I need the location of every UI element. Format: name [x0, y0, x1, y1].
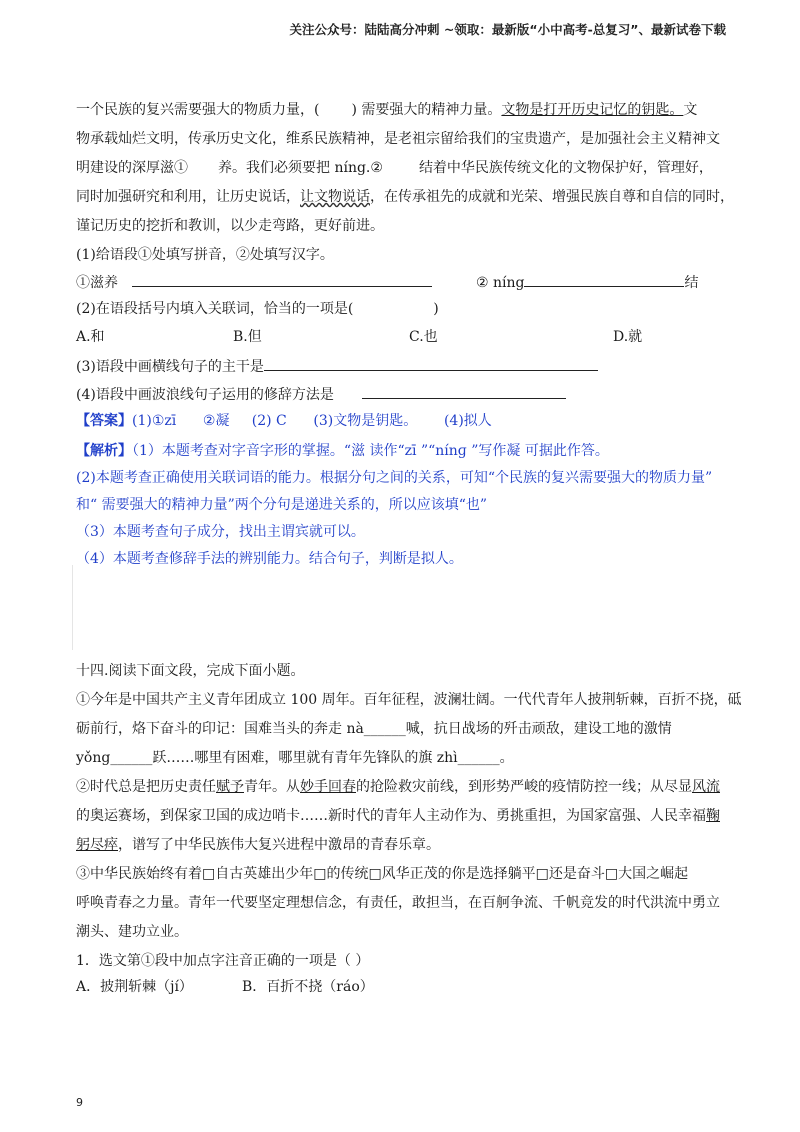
passage-line: 潮头、建功立业。 — [76, 924, 188, 940]
option-b[interactable]: B.但 — [233, 329, 262, 345]
underlined-word: 躬尽瘁 — [76, 837, 118, 853]
analysis-text: （1）本题考查对字音字形的掌握。“滋 读作“zī ”“nínɡ ”写作凝 可据此作答。 — [132, 443, 609, 459]
passage-line — [76, 773, 746, 802]
question-section-13 — [76, 96, 746, 573]
passage-line — [76, 831, 746, 860]
passage-text: 的奥运赛场，到保家卫国的成边哨卡……新时代的青年人主动作为、勇挑重担，为国家富强、人民幸福 — [76, 808, 706, 824]
wavy-underlined-sentence: 让文物说话 — [300, 189, 370, 205]
analysis-line: (2)本题考查正确使用关联词语的能力。根据分句之间的关系，可知“个民族的复兴需要强大的物质力量” — [76, 470, 713, 486]
question-text: (3)语段中画横线句子的主干是 — [76, 359, 264, 375]
answer-text: (1)①zī ②凝 (2) C (3)文物是钥匙。 (4)拟人 — [132, 413, 492, 429]
passage-line — [76, 96, 746, 125]
passage-text: 青年。从 — [244, 779, 300, 795]
passage-text: ) 需要强大的精神力量。 — [351, 102, 502, 118]
analysis-line — [76, 438, 746, 465]
answer-blank[interactable] — [362, 382, 566, 399]
question-2-title — [76, 298, 746, 326]
question-text: ) — [433, 301, 439, 317]
question-text: (2)在语段括号内填入关联词，恰当的一项是( — [76, 301, 354, 317]
answer-blank[interactable] — [264, 354, 598, 371]
question-1-blanks — [76, 270, 746, 298]
passage-text: 明建设的深厚滋① — [76, 160, 188, 176]
passage-line: 砺前行，烙下奋斗的印记：国难当头的奔走 nà______喊，抗日战场的歼击顽敌，建设工地的激情 — [76, 721, 672, 737]
blank-label: ①滋养 — [76, 275, 118, 291]
question-1-title: (1)给语段①处填写拼音，②处填写汉字。 — [76, 247, 334, 263]
answer-blank[interactable] — [524, 270, 684, 287]
analysis-tag: 【解析】 — [76, 443, 132, 459]
passage-text: 一个民族的复兴需要强大的物质力量，( — [76, 102, 320, 118]
passage-text: 的抢险救灾前线，到形势严峻的疫情防控一线；从尽显 — [356, 779, 692, 795]
divider — [72, 565, 73, 650]
passage-text: 养。我们必须要把 níng.② — [218, 160, 383, 176]
blank-label: ② níng — [476, 275, 525, 291]
answer-tag: 【答案】 — [76, 413, 132, 429]
passage-text: 文 — [683, 102, 698, 118]
question-options — [76, 976, 746, 1004]
passage-line — [76, 154, 746, 183]
analysis-block — [76, 438, 746, 573]
option-d[interactable]: D.就 — [613, 329, 643, 345]
passage-line — [76, 183, 746, 212]
passage-line: 呼唤青春之力量。青年一代要坚定理想信念，有责任，敢担当，在百舸争流、千帆竞发的时代洪流中勇立 — [76, 895, 720, 911]
page-number: 9 — [76, 1096, 83, 1109]
question-4 — [76, 382, 746, 410]
passage-text: ，谱写了中华民族伟大复兴进程中激昂的青春乐章。 — [118, 837, 440, 853]
question-3 — [76, 354, 746, 382]
page-header: 关注公众号：陆陆高分冲刺 ~领取：最新版“小中高考-总复习”、最新试卷下载 — [289, 22, 726, 37]
analysis-line: （4）本题考查修辞手法的辨别能力。结合句子，判断是拟人。 — [76, 551, 463, 567]
option-c[interactable]: C.也 — [409, 329, 438, 345]
question-2-options — [76, 326, 746, 354]
option-b[interactable]: B．百折不挠（ráo） — [242, 979, 374, 995]
passage-line: yǒng______跃……哪里有困难，哪里就有青年先锋队的旗 zhì______。 — [76, 750, 514, 766]
passage-line — [76, 802, 746, 831]
underlined-word: 赋予 — [216, 779, 244, 795]
question-text: 1．选文第①段中加点字注音正确的一项是（ ） — [76, 953, 370, 969]
option-a[interactable]: A.和 — [76, 329, 105, 345]
blank-label: 结 — [684, 275, 699, 291]
passage-line: ①今年是中国共产主义青年团成立 100 周年。百年征程，波澜壮阔。一代代青年人披荆斩棘，百折不挠，砥 — [76, 692, 742, 708]
passage-text: ，在传承祖先的成就和光荣、增强民族自尊和自信的同时， — [370, 189, 734, 205]
analysis-line: （3）本题考查句子成分，找出主谓宾就可以。 — [76, 524, 365, 540]
answer-blank[interactable] — [132, 270, 432, 287]
section-title: 十四.阅读下面文段，完成下面小题。 — [76, 663, 305, 679]
passage-line: ③中华民族始终有着□自古英雄出少年□的传统□风华正茂的你是选择躺平□还是奋斗□大国之崛起 — [76, 866, 689, 882]
passage-line: 物承载灿烂文明，传承历史文化，维系民族精神，是老祖宗留给我们的宝贵遗产，是加强社会主义精神文 — [76, 131, 720, 147]
passage-line: 谨记历史的挖折和教训，以少走弯路，更好前进。 — [76, 218, 384, 234]
option-a[interactable]: A．披荆斩棘（jí） — [76, 979, 193, 995]
passage-text: 结着中华民族传统文化的文物保护好，管理好， — [418, 160, 713, 176]
underlined-sentence: 文物是打开历史记忆的钥匙。 — [501, 102, 684, 118]
underlined-word: 鞠 — [706, 808, 720, 824]
question-text: (4)语段中画波浪线句子运用的修辞方法是 — [76, 387, 334, 403]
underlined-word: 妙手回春 — [300, 779, 356, 795]
underlined-word: 风流 — [692, 779, 720, 795]
passage-text: ②时代总是把历史责任 — [76, 779, 216, 795]
passage-text: 同时加强研究和利用，让历史说话， — [76, 189, 300, 205]
analysis-line: 和“ 需要强大的精神力量”两个分句是递进关系的，所以应该填“也” — [76, 497, 488, 513]
answer-line — [76, 410, 746, 438]
question-section-14 — [76, 657, 746, 1004]
